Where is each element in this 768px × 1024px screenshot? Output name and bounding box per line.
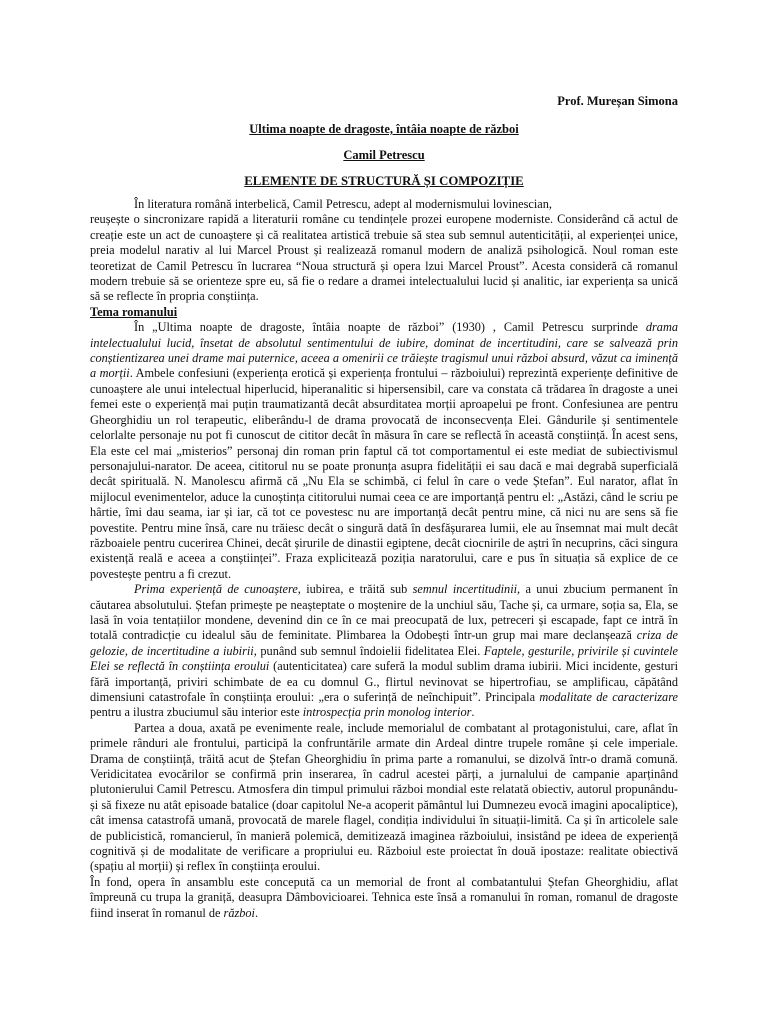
document-heading: ELEMENTE DE STRUCTURĂ ȘI COMPOZIȚIE: [244, 174, 524, 188]
paragraph-theme: [90, 320, 678, 582]
emphasis-run: criza de gelozie, de incertitudine a iubirii,: [90, 628, 678, 658]
work-title: Ultima noapte de dragoste, întâia noapte de război: [249, 122, 519, 136]
text-run: .: [254, 905, 259, 920]
paragraph-first-experience: [90, 582, 678, 721]
text-run: , iubirea, e trăită sub: [297, 582, 413, 597]
paragraph-conclusion: [90, 875, 678, 921]
emphasis-run: Prima experiență de cunoaștere: [134, 582, 298, 597]
text-run: În „Ultima noapte de dragoste, întâia noapte de război” (1930) , Camil Petrescu surprinde: [134, 320, 646, 335]
author-name: Prof. Mureșan Simona: [557, 94, 678, 108]
emphasis-run: drama intelectualului lucid, însetat de absolutul sentimentului de iubire, dominat de incertitudini, care se salvează prin conștientizarea unei drame mai puternice, aceea a omenirii ce trăiește tragismul unui război absurd, văzut ca iminență a morții: [90, 320, 678, 381]
text-run: (autenticitatea) care suferă la modul sublim drama iubirii. Mici incidente, gesturi fără importanță, priviri schimbate de ea cu domnul G., flirtul nevinovat se hipertrofiau, se amplificau, căpătând dimensiuni catastrofale în conștiința eroului: „era o suferință de neînchipuit”. Principala: [90, 659, 678, 704]
intro-first-line: În literatura română interbelică, Camil Petrescu, adept al modernismului lovinescian,: [134, 197, 552, 211]
text-run: . Ambele confesiuni (experiența erotică și experiența frontului – războiului) reprezintă experiențe definitive de cunoaștere ale unui intelectual hiperlucid, hiperanalitic si hipersensibil, care va constata că trădarea în dragoste a unei femei este o experiență mai puțin traumatizantă decât absurditatea morții aproapelui pe front. Confesiunea are pentru Gheorghidiu un rol terapeutic, eliberându-l de drama provocată de inconsecvența Elei. Gândurile și sentimentele celorlalte personaje nu pot fi cunoscut de cititor decât în măsura în care se reflectă în această conștiință. În acest sens, Ela este cel mai „misterios” personaj din roman prin faptul că tot comportamentul ei este mediat de subiectivismul personajului-narator. De aceea, cititorul nu se poate pronunța asupra fidelității ei sau dacă e mai degrabă superficială decât spirituală. N. Manolescu afirmă că „Nu Ela se schimbă, ci felul în care o vede Ștefan”. Eul narator, aflat în mijlocul evenimentelor, aduce la cunoștința cititorului numai ceea ce are importanță pentru el: „Astăzi, când le scriu pe hârtie, îmi dau seama, iar și iar, că tot ce povestesc nu are importanță decât pentru mine, că nici nu are sens să fie povestite. Pentru mine însă, care nu trăiesc decât o singură dată în desfășurarea lumii, ele au însemnat mai mult decât războaiele pentru cucerirea Chinei, decât șirurile de dinastii egiptene, decât ciocnirile de aștri în necuprins, căci singura existență reală e aceea a conștiinței”. Fraza explicitează poziția naratorului, care e pus în situația să explice de ce povestește pentru a fi crezut.: [90, 366, 678, 581]
document-body: [90, 197, 678, 921]
writer-name: Camil Petrescu: [343, 148, 425, 162]
text-run: .: [471, 705, 475, 720]
emphasis-run: Faptele, gesturile, privirile și cuvintele Elei se reflectă în conștiința eroului: [90, 643, 679, 674]
text-run: În fond, opera în ansamblu este concepută ca un memorial de front al combatantului Ștefan Gheorghidiu, aflat împreună cu trupa la graniță, deasupra Dâmbovicioarei. Tehnica este însă a romanului în roman, romanul de dragoste fiind inserat în romanul de: [90, 874, 678, 920]
text-run: a unui zbucium permanent în căutarea absolutului. Ștefan primește pe neașteptate o moștenire de la unchiul său, Tache și, ca urmare, soția sa, Ela, se lasă în voia tentațiilor mondene, devenind din ce în ce mai preocupată de lux, petreceri și escapade, fapt ce intră în totală contradicție cu idealul său de feminitate. Plimbarea la Odobești într-un grup mai mare declanșează: [90, 582, 678, 643]
section-heading: Tema romanului: [90, 304, 178, 319]
text-run: pentru a ilustra zbuciumul său interior este: [90, 705, 303, 720]
paragraph-second-part: Partea a doua, axată pe evenimente reale, include memorialul de combatant al protagonistului, care, aflat în primele rânduri ale frontului, participă la confruntările armate din Ardeal dintre trupele române și cele imperiale. Drama de conștiință, trăită acut de Ștefan Gheorghidiu în prima parte a romanului, se dizolvă într-o dramă comună. Veridicitatea evocărilor se confirmă prin inserarea, în cadrul acestei părți, a jurnalului de campanie aparținând plutonierului Camil Petrescu. Atmosfera din timpul primului război mondial este relatată obiectiv, autorul propunându-și să fixeze nu atât episoade batalice (doar capitolul Ne-a acoperit pământul lui Dumnezeu evocă imagini apocaliptice), cât imensa catastrofă umană, provocată de marele flagel, condiția individului în situații-limită. Ca și în articolele sale de publicistică, romancierul, în manieră polemică, demitizează imaginea războiului, insistând pe ideea de experiență cognitivă și de modalitate de verificare a propriului eu. Războiul este proiectat în două ipostaze: realitate obiectivă (spațiu al morții) și reflex în conștiința eroului.: [90, 720, 678, 874]
emphasis-run: introspecția prin monolog interior: [302, 705, 472, 720]
emphasis-run: modalitate de caracterizare: [539, 690, 678, 704]
intro-paragraph: reușește o sincronizare rapidă a literaturii române cu tendințele prozei europene moderniste. Considerând că actul de creație este un act de cunoaștere și că realitatea artistică trebuie să stea sub semnul autenticității, al experienței unice, preia modelul narativ al lui Marcel Proust și realizează romanul modern de analiză psihologică. Noul roman este teoretizat de Camil Petrescu în lucrarea “Noua structură și opera lzui Marcel Proust”. Acesta consideră că romanul modern trebuie să se orienteze spre eu, să fie o redare a dramei intelectualului lucid și analitic, iar experiența sa unică să se reflecte în propria conștiința.: [90, 212, 678, 304]
emphasis-run: semnul incertitudinii,: [412, 582, 521, 597]
text-run: punând sub semnul îndoielii fidelitatea Elei.: [256, 643, 484, 658]
emphasis-run: război: [223, 905, 255, 920]
